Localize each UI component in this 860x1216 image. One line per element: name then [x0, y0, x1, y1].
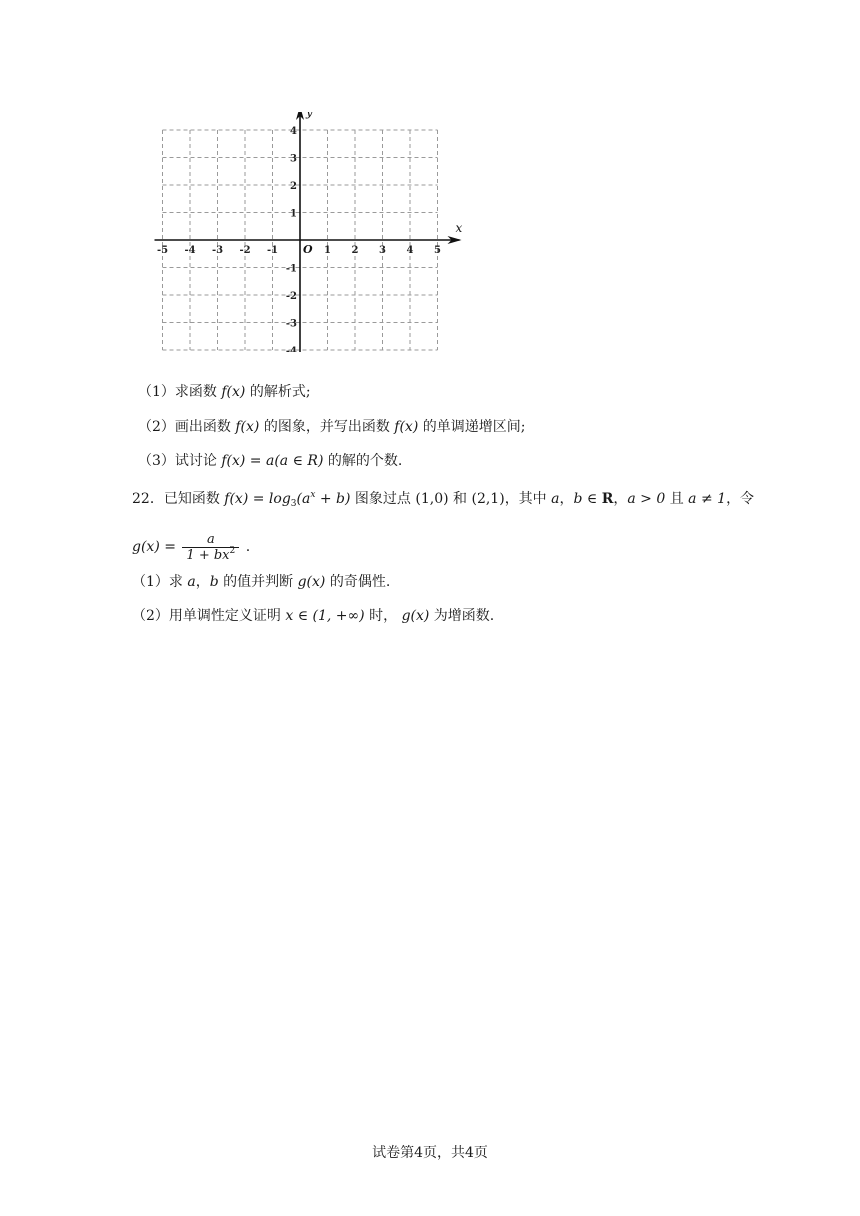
x-tick-label: 2	[351, 245, 359, 256]
q22-number: 22．	[132, 491, 164, 507]
q22-mid1: 图象过点	[350, 491, 416, 507]
q22-part2	[132, 606, 494, 626]
y-axis-label: y	[306, 112, 313, 119]
q22-func-arg-close: + b)	[315, 491, 351, 507]
q22-func-arg-open: (a	[296, 491, 311, 507]
q21-part3	[138, 451, 402, 471]
x-tick-label: -5	[156, 245, 169, 256]
coordinate-grid	[140, 112, 470, 352]
x-tick-label: -1	[266, 245, 279, 256]
q22-and: 和	[448, 491, 472, 507]
q22-part2-suffix: 为增函数.	[429, 608, 495, 624]
q21-part1-prefix: （1）求函数	[138, 384, 222, 400]
q21-part2	[138, 417, 525, 437]
y-tick-label: 1	[290, 208, 297, 220]
q22-part1-sep: ，	[195, 574, 210, 590]
q22-part1-a: a	[187, 574, 196, 590]
q22-g-den-exp: 2	[229, 545, 236, 556]
q22-part1-suffix: 的奇偶性.	[325, 574, 391, 590]
q22-exp: x	[310, 490, 316, 500]
x-tick-label: 1	[324, 245, 331, 256]
y-tick-label: -1	[285, 263, 297, 275]
x-tick-label: -2	[239, 245, 251, 256]
q21-part2-prefix: （2）画出函数	[138, 419, 236, 435]
q22-func-lhs: f(x) = log	[224, 491, 291, 507]
q22-comma1: ，	[559, 491, 574, 507]
q22-cond2: a ≠ 1	[688, 491, 727, 507]
q22-var-b-in: b ∈	[573, 491, 602, 507]
q22-g-numerator: a	[182, 532, 239, 548]
q22-part1	[132, 572, 390, 592]
q22-part2-prefix: （2）用单调性定义证明	[132, 608, 286, 624]
q21-part2-mid: 的图象，并写出函数	[259, 419, 395, 435]
q22-qie: 且	[665, 491, 689, 507]
q22-part2-cond: x ∈ (1, +∞)	[285, 608, 365, 624]
q22-mid2: ，其中	[504, 491, 552, 507]
q22-point2: (2,1)	[471, 491, 505, 507]
y-tick-label: -2	[285, 291, 297, 302]
x-tick-label: 3	[379, 245, 386, 256]
q22-ling: ，令	[726, 491, 755, 507]
q22-g-end: .	[241, 539, 251, 555]
x-tick-label: -4	[184, 245, 196, 256]
q21-part2-func2: f(x)	[394, 419, 419, 435]
q22-log-base: 3	[290, 499, 297, 509]
q21-part2-suffix: 的单调递增区间;	[418, 419, 526, 435]
x-tick-label: -3	[211, 245, 224, 256]
q22-intro: 已知函数	[163, 491, 225, 507]
q22-part1-prefix: （1）求	[132, 574, 188, 590]
q21-part2-func: f(x)	[235, 419, 260, 435]
q22-cond1: a > 0	[627, 491, 666, 507]
q21-part1-func: f(x)	[221, 384, 246, 400]
q22-point1: (1,0)	[415, 491, 449, 507]
q22-part2-g: g(x)	[401, 608, 430, 624]
q22-g-den-pre: 1 + bx	[186, 547, 230, 563]
origin-label: O	[303, 243, 313, 256]
q21-part3-prefix: （3）试讨论	[138, 453, 222, 469]
q21-part1-suffix: 的解析式;	[245, 384, 311, 400]
y-tick-label: 2	[290, 181, 297, 192]
q22-var-a: a	[551, 491, 560, 507]
q22-g-denominator	[182, 545, 239, 563]
q22-g-fraction	[182, 532, 239, 563]
q22-g-lhs: g(x) =	[132, 539, 181, 555]
x-tick-label: 5	[434, 245, 441, 256]
q22-part1-g: g(x)	[297, 574, 326, 590]
q22-part1-b: b	[209, 574, 219, 590]
y-tick-label: 4	[290, 126, 297, 137]
x-axis-label: x	[455, 221, 463, 235]
q22-set-r: R	[601, 491, 614, 507]
x-tick-label: 4	[406, 245, 414, 256]
y-tick-label: -3	[285, 318, 297, 330]
coordinate-grid-svg	[140, 112, 470, 352]
q21-part3-expr: f(x) = a(a ∈ R)	[221, 453, 324, 469]
q22-comma2: ，	[613, 491, 628, 507]
q22-part1-mid: 的值并判断	[218, 574, 298, 590]
y-tick-label: 3	[290, 153, 297, 165]
q21-part1	[138, 382, 311, 402]
page-footer: 试卷第4页，共4页	[372, 1145, 488, 1161]
y-tick-label: -4	[285, 346, 297, 352]
q22-stem	[132, 489, 754, 509]
q22-g-definition	[132, 530, 250, 564]
q21-part3-suffix: 的解的个数.	[323, 453, 403, 469]
q22-part2-mid: 时，	[364, 608, 402, 624]
